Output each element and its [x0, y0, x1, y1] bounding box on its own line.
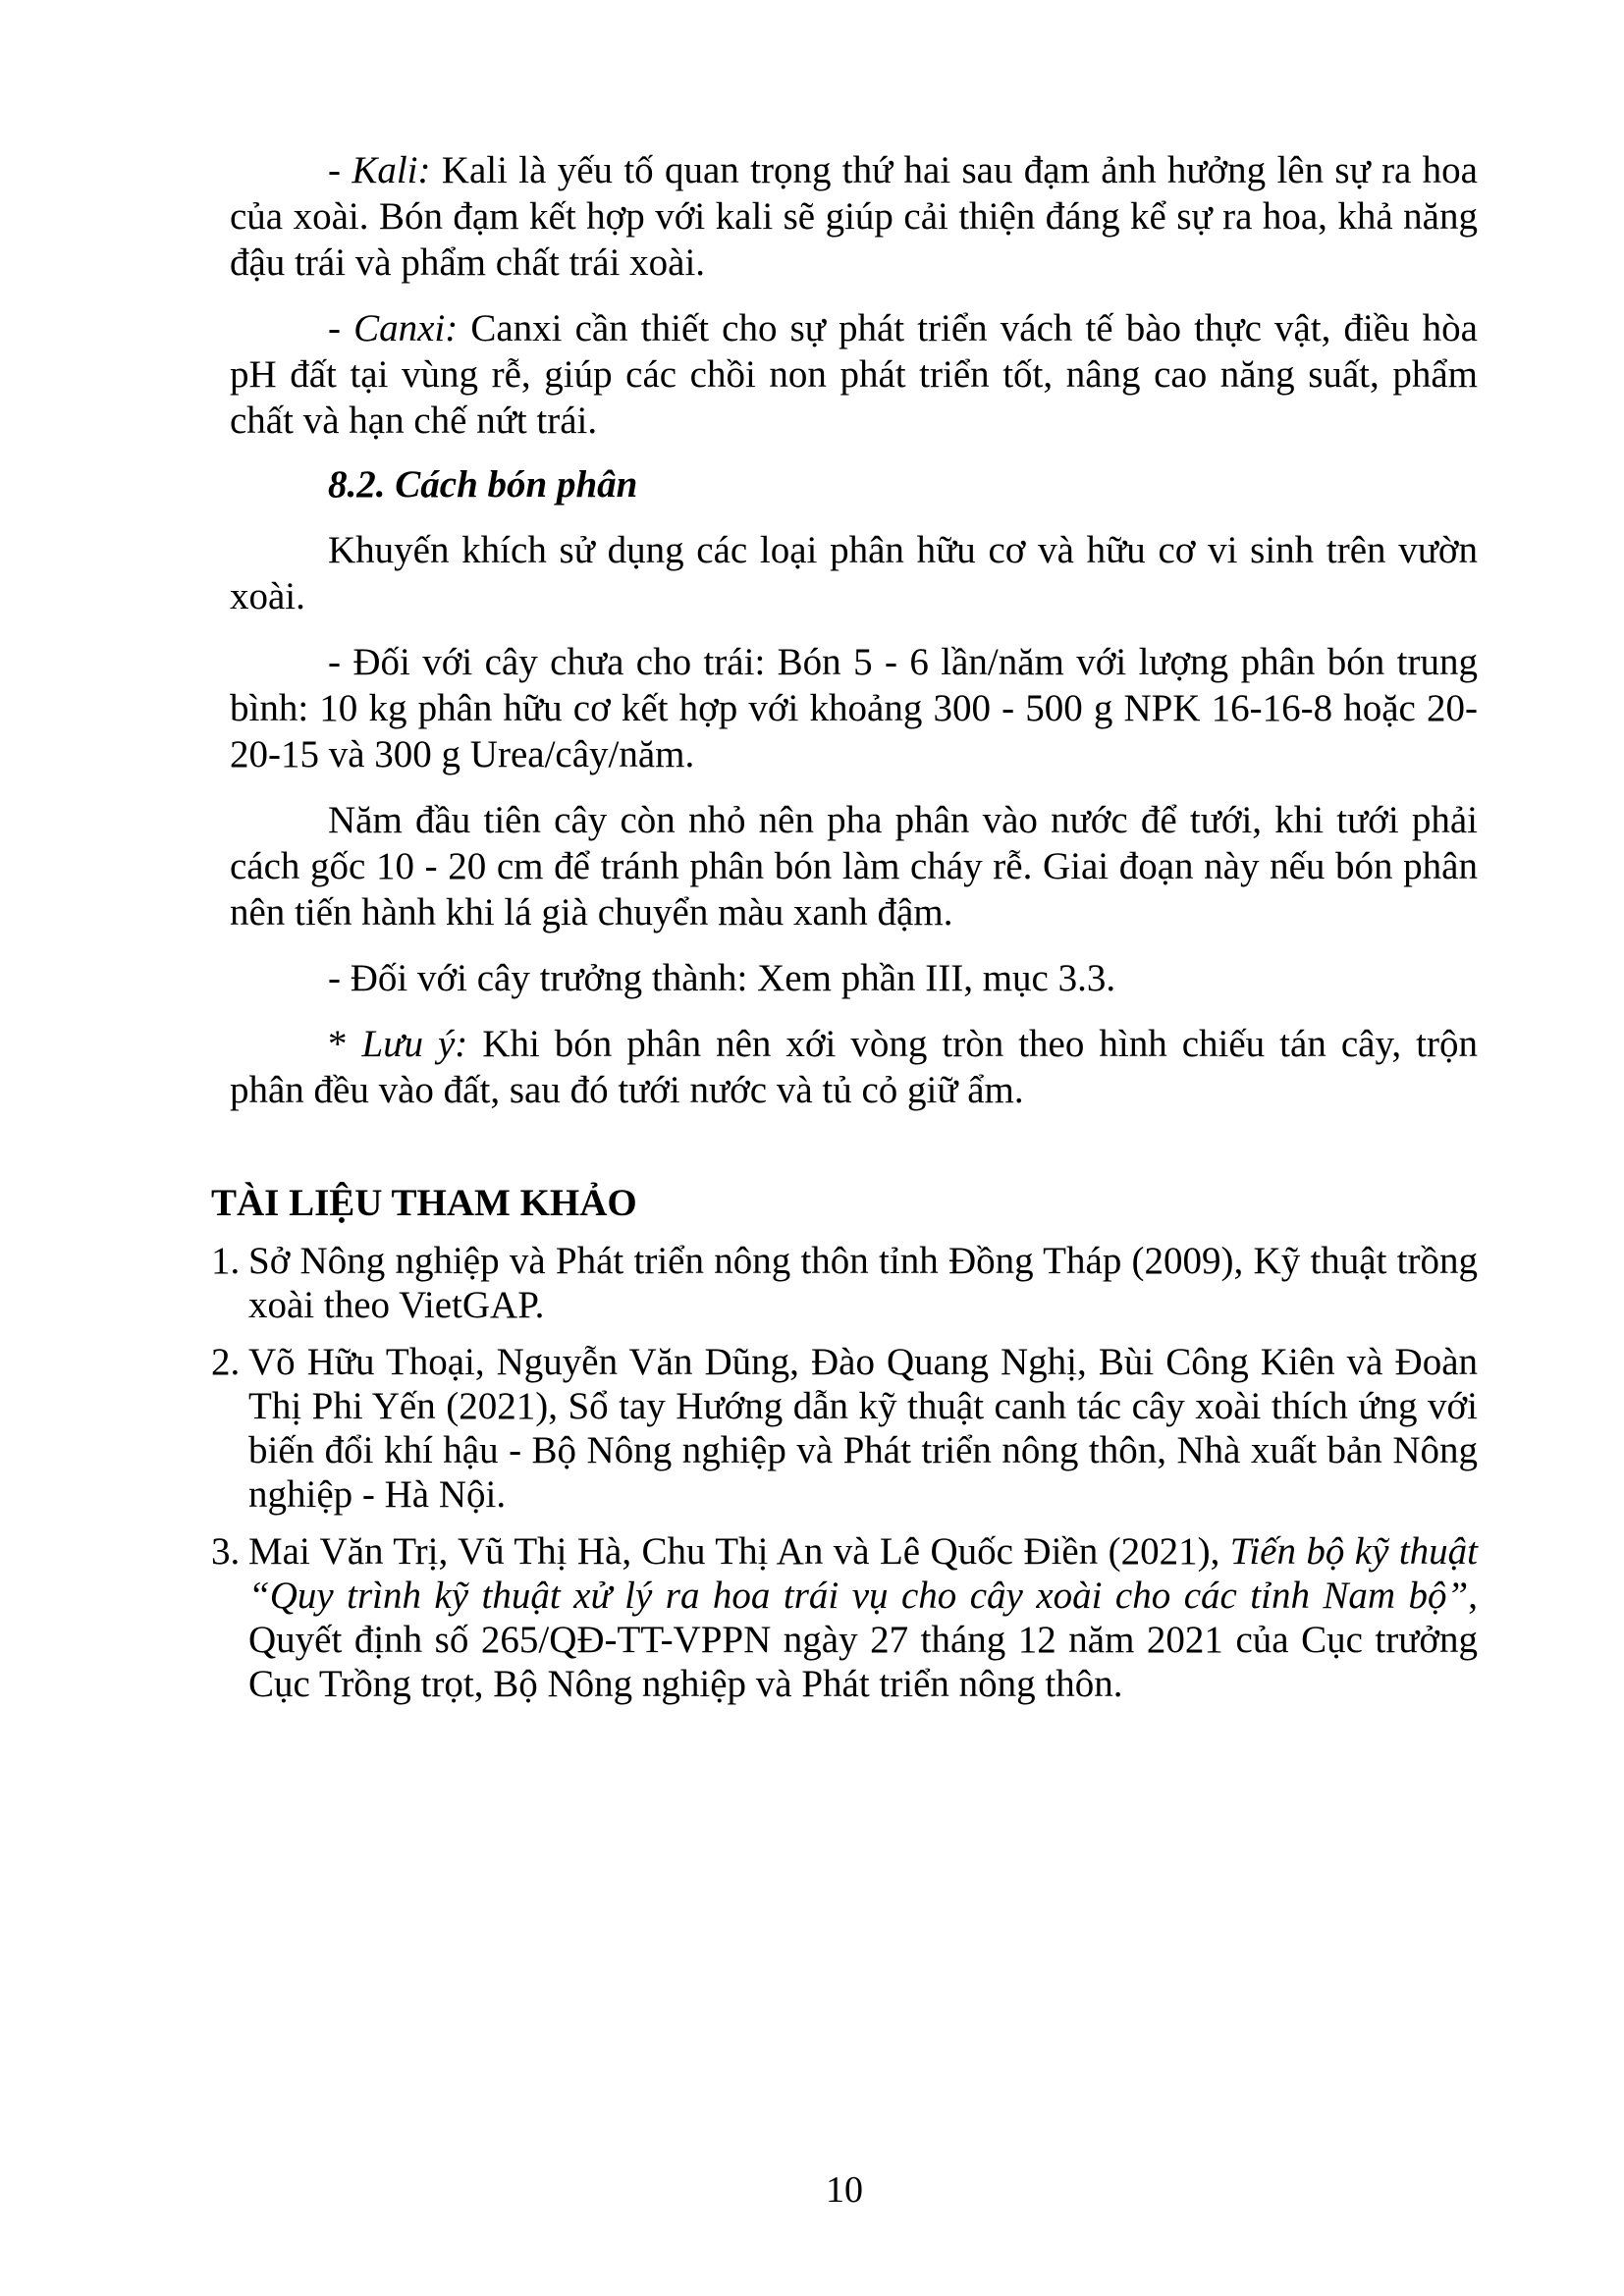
text-run: , Quyết định số 265/QĐ-TT-VPPN ngày 27 tháng 12 năm 2021 của Cục trưởng Cục Trồng trọt, Bộ Nông nghiệp và Phát triển nông thôn.: [248, 1575, 1478, 1705]
text-run: -: [328, 307, 354, 349]
page-content: [211, 147, 1478, 1706]
text-run: Tiến bộ kỹ thuật “Quy trình kỹ thuật xử lý ra hoa trái vụ cho cây xoài cho các tỉnh Nam bộ”: [248, 1530, 1478, 1617]
reference-item: [211, 1529, 1478, 1706]
text-run: Lưu ý:: [361, 1023, 468, 1065]
text-run: 8.2. Cách bón phân: [328, 463, 638, 506]
text-run: Kali:: [352, 149, 431, 191]
text-run: Khuyến khích sử dụng các loại phân hữu cơ và hữu cơ vi sinh trên vườn xoài.: [230, 529, 1478, 617]
reference-item: [211, 1340, 1478, 1517]
paragraph: [230, 527, 1478, 619]
page-footer: [211, 2167, 1478, 2214]
text-run: *: [328, 1023, 362, 1065]
section-heading: [230, 461, 1478, 507]
page-number: 10: [826, 2169, 863, 2211]
text-run: Kali là yếu tố quan trọng thứ hai sau đạm ảnh hưởng lên sự ra hoa của xoài. Bón đạm kết hợp với kali sẽ giúp cải thiện đáng kể sự ra hoa, khả năng đậu trái và phẩm chất trái xoài.: [230, 149, 1478, 284]
references-heading: TÀI LIỆU THAM KHẢO: [211, 1182, 637, 1224]
paragraph: [230, 305, 1478, 444]
text-run: Năm đầu tiên cây còn nhỏ nên pha phân vào nước để tưới, khi tưới phải cách gốc 10 - 20 cm để tránh phân bón làm cháy rễ. Giai đoạn này nếu bón phân nên tiến hành khi lá già chuyển màu xanh đậm.: [230, 799, 1478, 934]
paragraph: [230, 147, 1478, 286]
text-run: Sở Nông nghiệp và Phát triển nông thôn tỉnh Đồng Tháp (2009), Kỹ thuật trồng xoài theo VietGAP.: [248, 1240, 1478, 1326]
text-run: - Đối với cây trưởng thành: Xem phần III, mục 3.3.: [328, 957, 1116, 999]
text-run: - Đối với cây chưa cho trái: Bón 5 - 6 lần/năm với lượng phân bón trung bình: 10 kg phân hữu cơ kết hợp với khoảng 300 - 500 g NPK 16-16-8 hoặc 20-20-15 và 300 g Urea/cây/năm.: [230, 641, 1478, 775]
body-paragraphs: [211, 147, 1478, 1113]
text-run: Canxi cần thiết cho sự phát triển vách tế bào thực vật, điều hòa pH đất tại vùng rễ, giúp các chồi non phát triển tốt, nâng cao năng suất, phẩm chất và hạn chế nứt trái.: [230, 307, 1478, 442]
paragraph: [230, 797, 1478, 935]
text-run: Võ Hữu Thoại, Nguyễn Văn Dũng, Đào Quang Nghị, Bùi Công Kiên và Đoàn Thị Phi Yến (2021), Sổ tay Hướng dẫn kỹ thuật canh tác cây xoài thích ứng với biến đổi khí hậu - Bộ Nông nghiệp và Phát triển nông thôn, Nhà xuất bản Nông nghiệp - Hà Nội.: [248, 1341, 1478, 1516]
text-run: Canxi:: [353, 307, 459, 349]
text-run: Khi bón phân nên xới vòng tròn theo hình chiếu tán cây, trộn phân đều vào đất, sau đó tưới nước và tủ cỏ giữ ẩm.: [230, 1023, 1478, 1111]
paragraph: [230, 1021, 1478, 1113]
paragraph: [230, 639, 1478, 777]
references-list: [211, 1239, 1478, 1706]
paragraph: [230, 955, 1478, 1001]
reference-item: [211, 1239, 1478, 1327]
text-run: Mai Văn Trị, Vũ Thị Hà, Chu Thị An và Lê Quốc Điền (2021),: [248, 1530, 1230, 1573]
text-run: -: [328, 149, 352, 191]
